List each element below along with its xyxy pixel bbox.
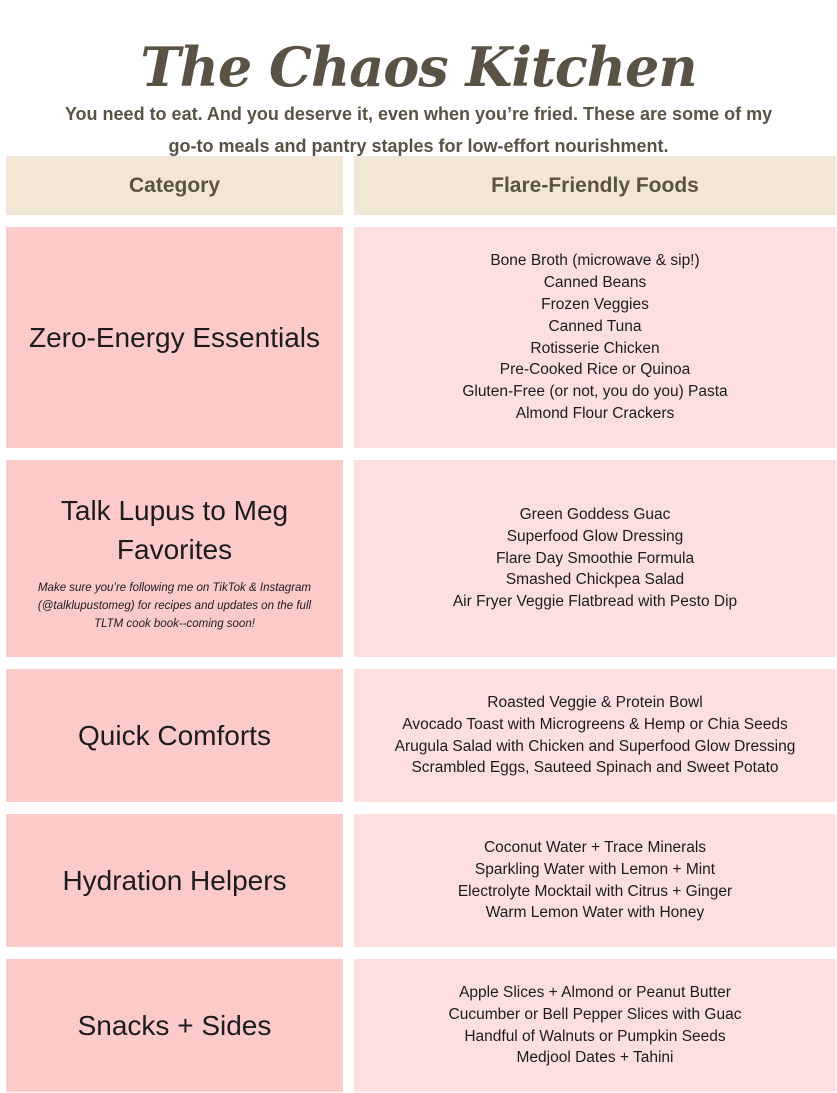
food-item: Sparkling Water with Lemon + Mint [474,860,716,878]
category-cell-hydration-helpers [6,814,343,947]
food-item: Electrolyte Mocktail with Citrus + Ginger [457,882,733,900]
category-cell-talk-lupus-to-meg-favorites [6,460,343,657]
food-item: Cucumber or Bell Pepper Slices with Guac [448,1005,742,1023]
food-item: Apple Slices + Almond or Peanut Butter [459,983,731,1001]
food-item: Canned Tuna [548,317,642,335]
food-item: Rotisserie Chicken [530,339,660,357]
column-header-category: Category [6,156,343,215]
page-subtitle [10,98,827,162]
subtitle-line-2: go-to meals and pantry staples for low-effort nourishment. [168,136,669,156]
category-label: Snacks + Sides [77,1010,272,1041]
category-label: Zero-Energy Essentials [28,322,320,353]
food-item: Almond Flour Crackers [515,404,675,422]
food-item: Frozen Veggies [541,295,649,313]
food-item: Medjool Dates + Tahini [516,1049,674,1067]
category-label: Talk Lupus to Meg Favorites [60,494,289,565]
food-item: Avocado Toast with Microgreens & Hemp or Chia Seeds [402,715,788,733]
food-item: Bone Broth (microwave & sip!) [490,252,700,270]
food-item: Flare Day Smoothie Formula [495,549,695,567]
food-item: Smashed Chickpea Salad [505,571,685,589]
food-item: Air Fryer Veggie Flatbread with Pesto Dip [452,593,738,611]
foods-cell-snacks-sides [354,959,836,1092]
food-item: Arugula Salad with Chicken and Superfood Glow Dressing [394,737,796,755]
foods-cell-talk-lupus-to-meg-favorites [354,460,836,657]
foods-cell-quick-comforts [354,669,836,802]
food-item: Handful of Walnuts or Pumpkin Seeds [464,1027,726,1045]
category-label: Hydration Helpers [62,865,287,896]
social-follow-note: Make sure you’re following me on TikTok & Instagram (@talklupustomeg) for recipes and updates on the full TLTM cook book--coming soon! [37,581,312,630]
food-item: Coconut Water + Trace Minerals [483,838,707,856]
food-item: Canned Beans [543,274,647,292]
food-item: Green Goddess Guac [519,506,671,523]
food-item: Pre-Cooked Rice or Quinoa [499,361,691,379]
food-item: Scrambled Eggs, Sauteed Spinach and Sweet Potato [411,759,779,777]
column-header-foods: Flare-Friendly Foods [354,156,836,215]
food-item: Warm Lemon Water with Honey [485,904,705,922]
category-cell-snacks-sides [6,959,343,1092]
food-item: Superfood Glow Dressing [506,527,684,545]
food-item: Gluten-Free (or not, you do you) Pasta [462,383,728,401]
foods-cell-zero-energy-essentials [354,227,836,448]
foods-cell-hydration-helpers [354,814,836,947]
category-cell-quick-comforts [6,669,343,802]
category-label: Quick Comforts [78,720,271,751]
food-item: Roasted Veggie & Protein Bowl [487,693,703,711]
subtitle-line-1: You need to eat. And you deserve it, even when you’re fried. These are some of my [64,104,773,124]
category-cell-zero-energy-essentials [6,227,343,448]
page-title: The Chaos Kitchen [140,35,697,99]
